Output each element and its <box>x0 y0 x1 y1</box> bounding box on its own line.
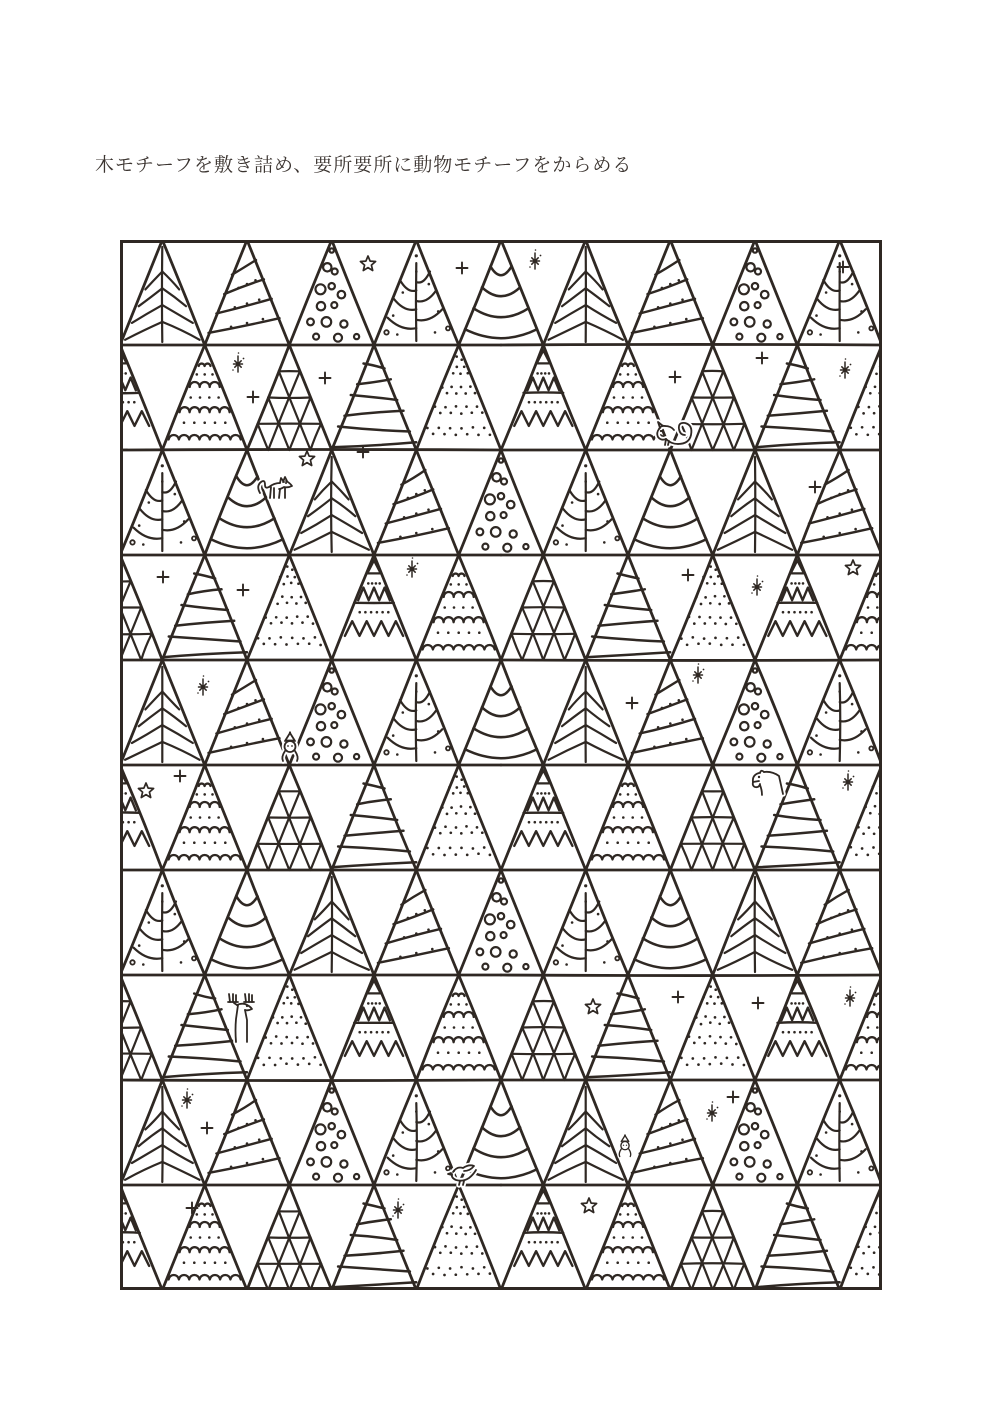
caption: 木モチーフを敷き詰め、要所要所に動物モチーフをからめる <box>95 155 633 176</box>
pattern-panel <box>120 240 882 1290</box>
tree-pattern-illustration <box>120 240 882 1290</box>
